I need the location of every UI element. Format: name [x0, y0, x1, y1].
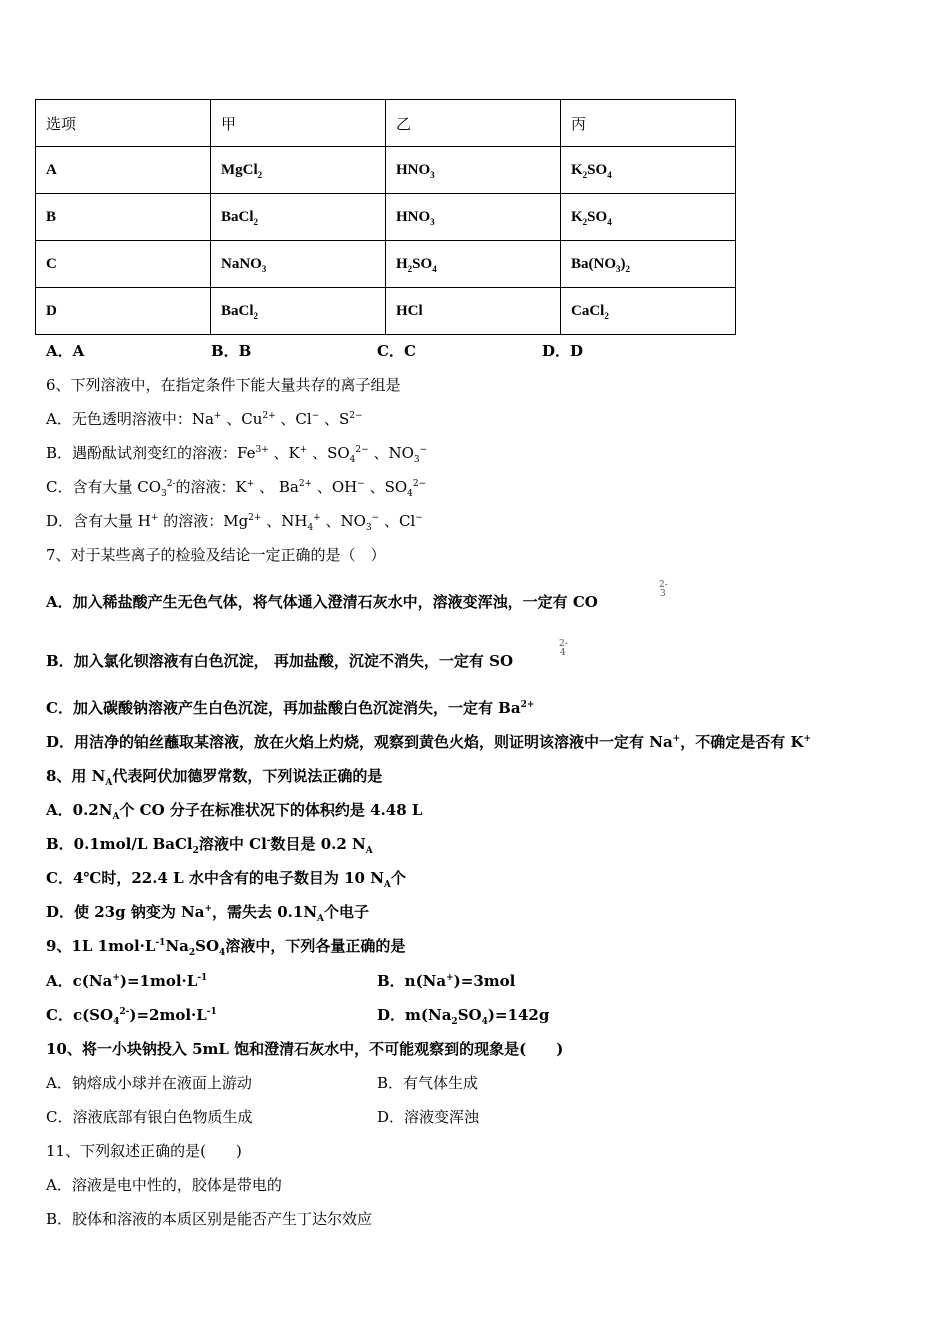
yi-cell: $HNO_3$ — [386, 194, 561, 241]
header-cell: 甲 — [211, 100, 386, 147]
question-10-option-a: A．钠熔成小球并在液面上游动 — [46, 1074, 252, 1092]
question-6-option-b: B．遇酚酞试剂变红的溶液：$Fe^{3+}$ 、K+ 、$SO_4^{2-}$ 、$NO_3^-$ — [46, 444, 428, 465]
question-9-option-b: B．n(Na+)=3mol — [377, 972, 516, 990]
yi-cell: HCl — [386, 288, 561, 335]
question-8-option-c: C．4℃时，22.4 L 水中含有的电子数目为 10 $N_A$个 — [46, 869, 406, 890]
question-6-option-d: D．含有大量 H+ 的溶液：$Mg^{2+}$ 、$NH_4^+$ 、$NO_3^-$ 、Cl− — [46, 512, 423, 533]
table-row — [36, 288, 736, 335]
question-6-option-c: C．含有大量 $CO_3^{2-}$的溶液：K+ 、 $Ba^{2+}$ 、OH− 、$SO_4^{2-}$ — [46, 478, 427, 499]
question-11-option-a: A．溶液是电中性的，胶体是带电的 — [46, 1176, 282, 1194]
question-11-stem: 11、下列叙述正确的是( ) — [46, 1142, 242, 1160]
bing-cell: $K_2SO_4$ — [561, 147, 736, 194]
question-7-option-c: C．加入碳酸钠溶液产生白色沉淀，再加盐酸白色沉淀消失，一定有 $Ba^{2+}$ — [46, 699, 535, 717]
jia-cell: NaNO$_3$ — [211, 241, 386, 288]
question-7-option-d: D．用洁净的铂丝蘸取某溶液，放在火焰上灼烧，观察到黄色火焰，则证明该溶液中一定有 Na+，不确定是否有 K+ — [46, 733, 812, 751]
question-10-option-c: C．溶液底部有银白色物质生成 — [46, 1108, 253, 1126]
option-cell: D — [36, 288, 211, 335]
bing-cell: CaCl$_2$ — [561, 288, 736, 335]
question-9-stem: 9、1L $1mol\cdot L^{-1}Na_2SO_4$溶液中，下列各量正确的是 — [46, 937, 406, 958]
question-6-option-a: A．无色透明溶液中：Na+ 、$Cu^{2+}$ 、Cl− 、$S^{2-}$ — [46, 410, 363, 428]
question-9-option-c: C．$c(SO_4^{2-})=2mol\cdot L^{-1}$ — [46, 1006, 217, 1027]
question-9-option-a: A．$c(Na^+)=1mol\cdot L^{-1}$ — [46, 972, 208, 990]
question-7-option-a: A．加入稀盐酸产生无色气体，将气体通入澄清石灰水中，溶液变浑浊，一定有 CO — [46, 593, 598, 611]
so4-charge-stack: 2- 4 — [559, 639, 568, 658]
answer-choice-a: A．A — [46, 342, 85, 360]
header-cell: 选项 — [36, 100, 211, 147]
yi-cell: $H_2SO_4$ — [386, 241, 561, 288]
bing-cell: $Ba(NO_3)_2$ — [561, 241, 736, 288]
question-8-option-a: A．$0.2N_A$个 CO 分子在标准状况下的体积约是 4.48 L — [46, 801, 423, 822]
question-10-option-d: D．溶液变浑浊 — [377, 1108, 480, 1126]
question-9-option-d: D．$m(Na_2SO_4)=142g$ — [377, 1006, 550, 1027]
option-cell: C — [36, 241, 211, 288]
question-6-stem: 6、下列溶液中，在指定条件下能大量共存的离子组是 — [46, 376, 401, 394]
question-10-option-b: B．有气体生成 — [377, 1074, 479, 1092]
question-10-stem: 10、将一小块钠投入 5mL 饱和澄清石灰水中，不可能观察到的现象是( ) — [46, 1040, 564, 1058]
header-cell: 丙 — [561, 100, 736, 147]
question-7-option-b: B．加入氯化钡溶液有白色沉淀， 再加盐酸，沉淀不消失，一定有 SO — [46, 652, 514, 670]
bing-cell: $K_2SO_4$ — [561, 194, 736, 241]
table-row — [36, 147, 736, 194]
question-7-stem: 7、对于某些离子的检验及结论一定正确的是（ ） — [46, 546, 386, 564]
option-cell: A — [36, 147, 211, 194]
answer-choice-b: B．B — [211, 342, 252, 360]
question-8-option-d: D．使 23g 钠变为 Na+，需失去 $0.1N_A$个电子 — [46, 903, 370, 924]
question-11-option-b: B．胶体和溶液的本质区别是能否产生丁达尔效应 — [46, 1210, 373, 1228]
table-header-row — [36, 100, 736, 147]
question-8-option-b: B．0.1mol/L BaCl$_2$溶液中 Cl-数目是 0.2 $N_A$ — [46, 835, 373, 856]
yi-cell: $HNO_3$ — [386, 147, 561, 194]
answer-choice-d: D．D — [542, 342, 584, 360]
answer-choice-c: C．C — [377, 342, 416, 360]
header-cell: 乙 — [386, 100, 561, 147]
jia-cell: BaCl$_2$ — [211, 288, 386, 335]
option-cell: B — [36, 194, 211, 241]
table-row — [36, 241, 736, 288]
jia-cell: MgCl$_2$ — [211, 147, 386, 194]
question-8-stem: 8、用 $N_A$代表阿伏加德罗常数，下列说法正确的是 — [46, 767, 383, 788]
option-table — [35, 99, 736, 335]
table-row — [36, 194, 736, 241]
jia-cell: BaCl$_2$ — [211, 194, 386, 241]
co3-charge-stack: 2- 3 — [659, 580, 668, 599]
